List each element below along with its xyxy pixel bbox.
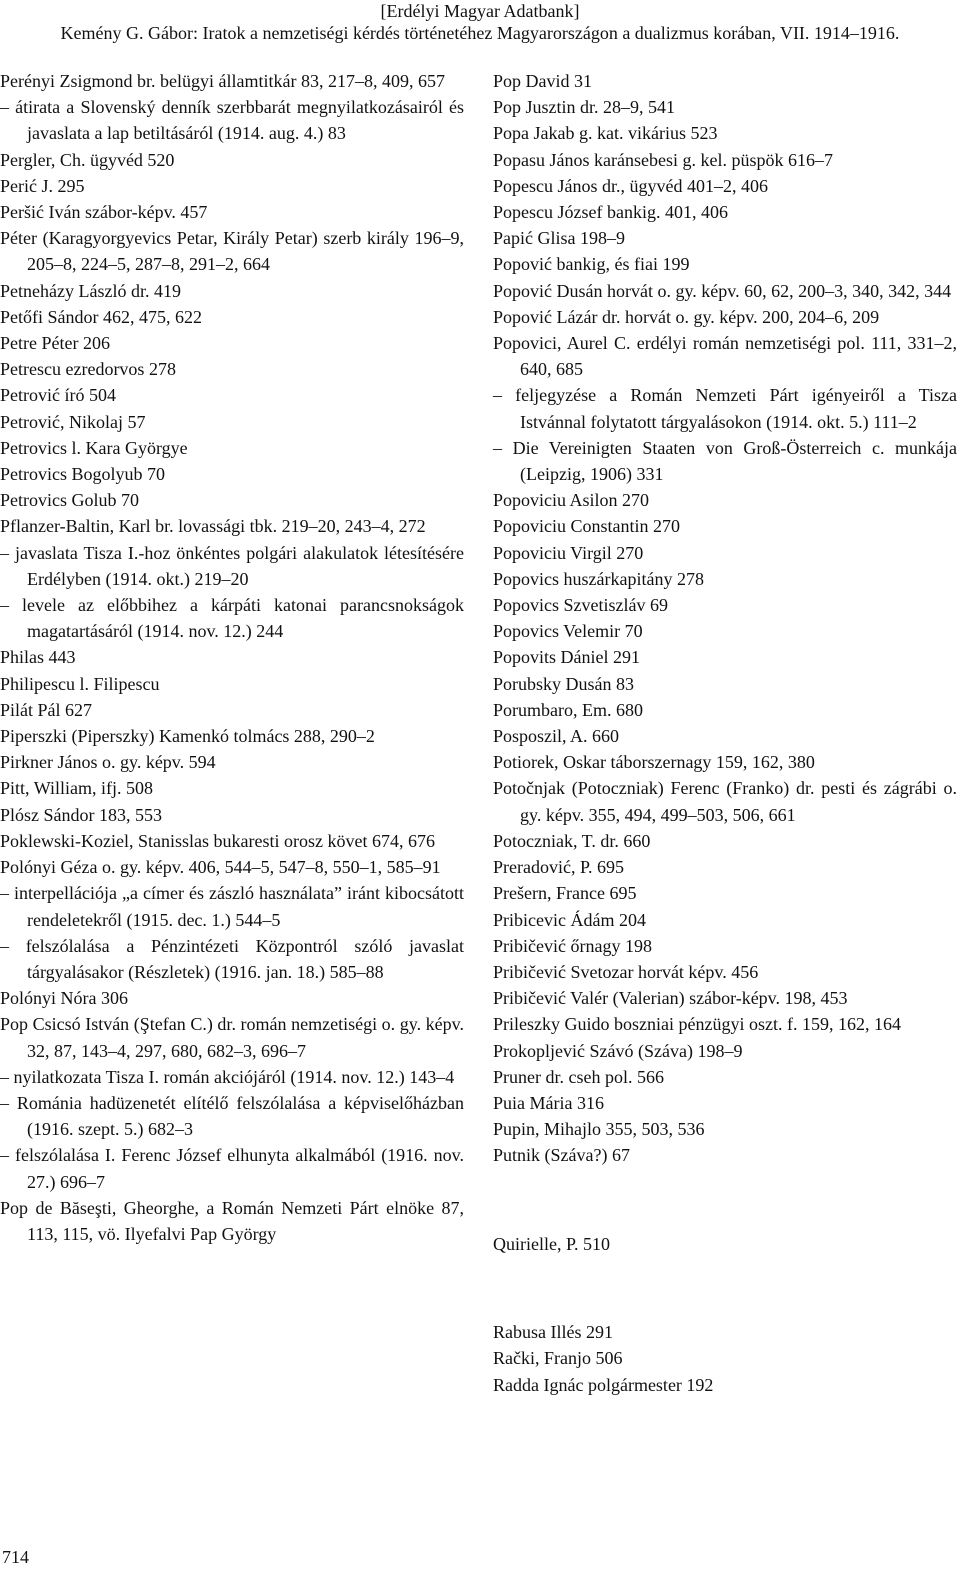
index-entry: Petőfi Sándor 462, 475, 622 bbox=[0, 306, 202, 327]
index-entry: Popoviciu Constantin 270 bbox=[493, 516, 681, 537]
index-column-right bbox=[493, 68, 957, 1398]
index-entry: Petrovics Golub 70 bbox=[0, 490, 139, 511]
index-entry: Pop Jusztin dr. 28–9, 541 bbox=[493, 97, 676, 118]
index-entry: Popa Jakab g. kat. vikárius 523 bbox=[493, 123, 718, 144]
index-entry: Papić Glisa 198–9 bbox=[493, 228, 625, 249]
index-entry: Pribičević Valér (Valerian) szábor-képv. 198, 453 bbox=[493, 988, 848, 1009]
index-entry: Poklewski-Koziel, Stanisslas bukaresti orosz követ 674, 676 bbox=[0, 830, 435, 851]
index-entry: Petrovics l. Kara Györgye bbox=[0, 437, 188, 458]
index-entry: Putnik (Száva?) 67 bbox=[493, 1145, 630, 1166]
index-entry: Popoviciu Asilon 270 bbox=[493, 490, 650, 511]
index-entry: Popovics huszárkapitány 278 bbox=[493, 568, 704, 589]
index-entry: – interpellációja „a címer és zászló használata” iránt kibocsátott rendeletekről (1915. dec. 1.) 544–5 bbox=[0, 883, 464, 930]
index-entry: Pergler, Ch. ügyvéd 520 bbox=[0, 149, 175, 170]
index-entry: Rački, Franjo 506 bbox=[493, 1348, 623, 1369]
source-label: [Erdélyi Magyar Adatbank] bbox=[380, 1, 580, 21]
index-entry: Potoczniak, T. dr. 660 bbox=[493, 830, 651, 851]
index-entry: – átirata a Slovenský denník szerbbarát megnyilatkozásairól és javaslata a lap betiltásáról (1914. aug. 4.) 83 bbox=[0, 97, 464, 144]
index-entry: Pribičević őrnagy 198 bbox=[493, 935, 652, 956]
index-entry: Plósz Sándor 183, 553 bbox=[0, 804, 162, 825]
index-entry: Pupin, Mihajlo 355, 503, 536 bbox=[493, 1119, 705, 1140]
index-gap bbox=[493, 1275, 957, 1301]
index-entry: Prileszky Guido boszniai pénzügyi oszt. f. 159, 162, 164 bbox=[493, 1014, 901, 1035]
index-entry: Pruner dr. cseh pol. 566 bbox=[493, 1066, 664, 1087]
index-entry: Porubsky Dusán 83 bbox=[493, 673, 635, 694]
index-entry: Popović Lázár dr. horvát o. gy. képv. 200, 204–6, 209 bbox=[493, 306, 880, 327]
book-title: Kemény G. Gábor: Iratok a nemzetiségi kérdés történetéhez Magyarországon a dualizmus korában, VII. 1914–1916. bbox=[60, 23, 900, 43]
index-entry: Perić J. 295 bbox=[0, 175, 85, 196]
index-entry: Peršić Iván szábor-képv. 457 bbox=[0, 202, 208, 223]
index-entry: – javaslata Tisza I.-hoz önkéntes polgári alakulatok létesítésére Erdélyben (1914. okt.) 219–20 bbox=[0, 542, 464, 589]
index-entry: Popescu József bankig. 401, 406 bbox=[493, 202, 728, 223]
index-entry: Preradović, P. 695 bbox=[493, 857, 624, 878]
index-entry: Philas 443 bbox=[0, 647, 76, 668]
index-entry: – felszólalása a Pénzintézeti Központról szóló javaslat tárgyalásakor (Részletek) (1916. jan. 18.) 585–88 bbox=[0, 935, 464, 982]
index-entry: Pribicevic Ádám 204 bbox=[493, 909, 646, 930]
index-entry: – nyilatkozata Tisza I. román akciójáról (1914. nov. 12.) 143–4 bbox=[0, 1066, 455, 1087]
index-entry: Petrescu ezredorvos 278 bbox=[0, 359, 176, 380]
index-entry: Posposzil, A. 660 bbox=[493, 726, 620, 747]
index-entry: – levele az előbbihez a kárpáti katonai parancsnokságok magatartásáról (1914. nov. 12.) 244 bbox=[0, 595, 464, 642]
index-entry: Popasu János karánsebesi g. kel. püspök 616–7 bbox=[493, 149, 833, 170]
index-entry: Petre Péter 206 bbox=[0, 333, 110, 354]
index-entry: Popovici, Aurel C. erdélyi román nemzetiségi pol. 111, 331–2, 640, 685 bbox=[493, 333, 957, 380]
index-entry: Petrović író 504 bbox=[0, 385, 116, 406]
index-entry: Popescu János dr., ügyvéd 401–2, 406 bbox=[493, 175, 768, 196]
index-entry: Pilát Pál 627 bbox=[0, 699, 93, 720]
index-entry: Pitt, William, ifj. 508 bbox=[0, 778, 153, 799]
index-entry: Prokopljević Szávó (Száva) 198–9 bbox=[493, 1040, 743, 1061]
index-entry: – feljegyzése a Román Nemzeti Párt igényeiről a Tisza Istvánnal folytatott tárgyalásokon (1914. okt. 5.) 111–2 bbox=[493, 385, 957, 432]
index-entry: Pop David 31 bbox=[493, 71, 592, 91]
index-entry: Pflanzer-Baltin, Karl br. lovassági tbk. 219–20, 243–4, 272 bbox=[0, 516, 426, 537]
index-entry: Popovics Velemir 70 bbox=[493, 621, 643, 642]
page-header bbox=[0, 0, 960, 44]
index-entry: – Románia hadüzenetét elítélő felszólalása a képviselőházban (1916. szept. 5.) 682–3 bbox=[0, 1092, 464, 1140]
index-entry: Puia Mária 316 bbox=[493, 1092, 604, 1113]
index-entry: Philipescu l. Filipescu bbox=[0, 673, 160, 694]
index-column-left bbox=[0, 68, 464, 1247]
page-number: 714 bbox=[2, 1547, 29, 1567]
index-entry: – felszólalása I. Ferenc József elhunyta alkalmából (1916. nov. 27.) 696–7 bbox=[0, 1145, 464, 1192]
index-entry: Rabusa Illés 291 bbox=[493, 1322, 613, 1343]
index-entry: Petrović, Nikolaj 57 bbox=[0, 411, 146, 432]
index-entry: Potiorek, Oskar táborszernagy 159, 162, 380 bbox=[493, 752, 815, 773]
index-entry: Prešern, France 695 bbox=[493, 883, 637, 904]
index-entry: Pirkner János o. gy. képv. 594 bbox=[0, 752, 216, 773]
index-entry: Perényi Zsigmond br. belügyi államtitkár 83, 217–8, 409, 657 bbox=[0, 71, 445, 91]
index-entry: Popović Dusán horvát o. gy. képv. 60, 62, 200–3, 340, 342, 344 bbox=[493, 280, 952, 301]
index-entry: Polónyi Géza o. gy. képv. 406, 544–5, 547–8, 550–1, 585–91 bbox=[0, 857, 441, 878]
index-entry: Pop de Băseşti, Gheorghe, a Román Nemzeti Párt elnöke 87, 113, 115, vö. Ilyefalvi Pap György bbox=[0, 1197, 464, 1244]
index-entry: Petrovics Bogolyub 70 bbox=[0, 464, 165, 485]
index-entry: Porumbaro, Em. 680 bbox=[493, 699, 643, 720]
index-entry: Péter (Karagyorgyevics Petar, Király Petar) szerb király 196–9, 205–8, 224–5, 287–8, 291–2, 664 bbox=[0, 228, 464, 275]
index-entry: – Die Vereinigten Staaten von Groß-Österreich c. munkája (Leipzig, 1906) 331 bbox=[493, 437, 957, 485]
index-entry: Petneházy László dr. 419 bbox=[0, 280, 181, 301]
index-entry: Pribičević Svetozar horvát képv. 456 bbox=[493, 961, 759, 982]
index-entry: Pop Csicsó István (Ştefan C.) dr. román nemzetiségi o. gy. képv. 32, 87, 143–4, 297, 680, 682–3, 696–7 bbox=[0, 1014, 464, 1061]
index-entry: Popović bankig, és fiai 199 bbox=[493, 254, 690, 275]
index-entry: Popovits Dániel 291 bbox=[493, 647, 640, 668]
index-entry: Radda Ignác polgármester 192 bbox=[493, 1374, 714, 1395]
index-entry: Piperszki (Piperszky) Kamenkó tolmács 288, 290–2 bbox=[0, 726, 375, 747]
index-entry: Popoviciu Virgil 270 bbox=[493, 542, 644, 563]
index-entry: Polónyi Nóra 306 bbox=[0, 988, 128, 1009]
index-entry: Quirielle, P. 510 bbox=[493, 1233, 610, 1254]
index-gap bbox=[493, 1187, 957, 1213]
index-entry: Popovics Szvetiszláv 69 bbox=[493, 595, 668, 616]
index-entry: Potočnjak (Potoczniak) Ferenc (Franko) dr. pesti és zágrábi o. gy. képv. 355, 494, 499–503, 506, 661 bbox=[493, 778, 957, 825]
